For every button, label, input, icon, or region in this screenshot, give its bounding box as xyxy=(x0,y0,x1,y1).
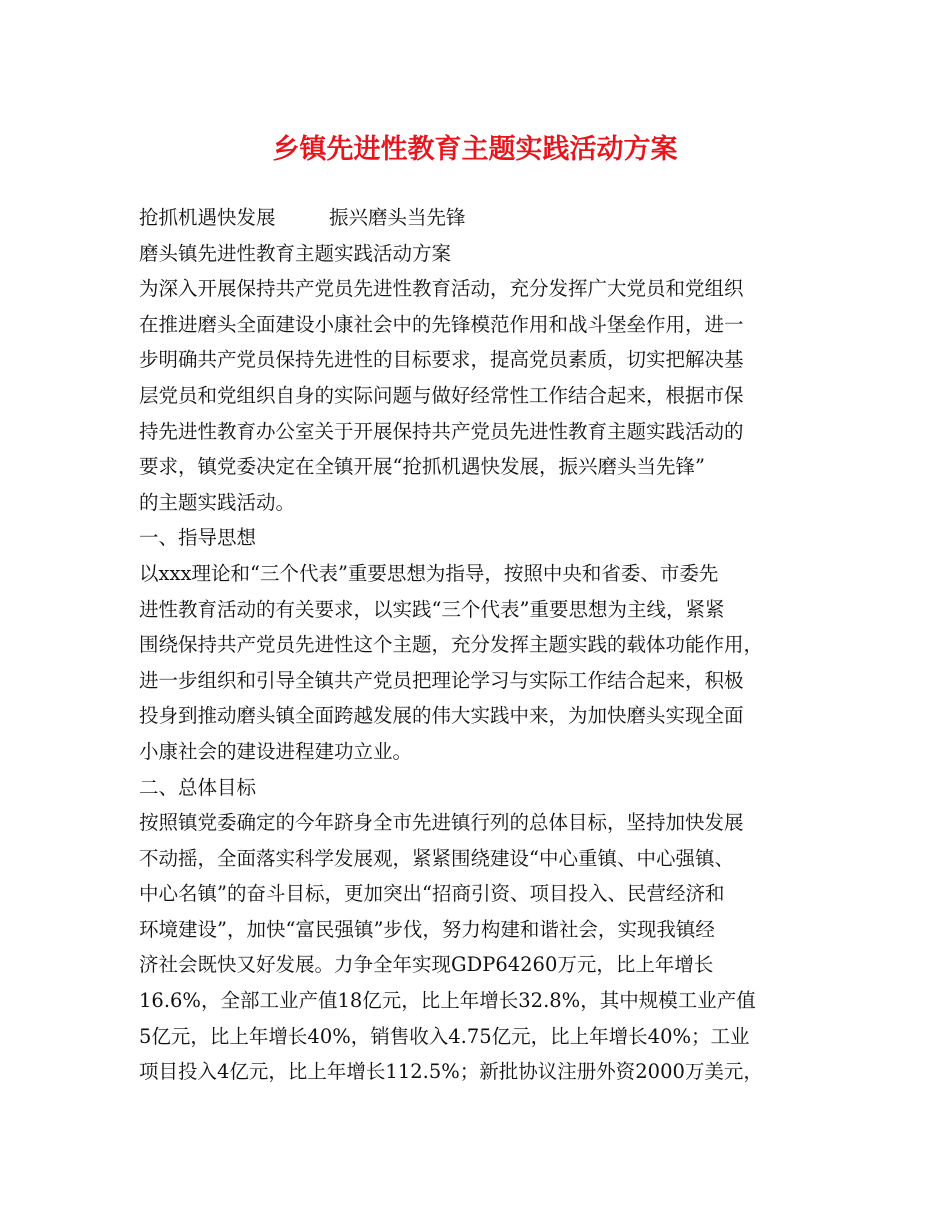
document-body xyxy=(139,200,829,1090)
paragraph-line: 的主题实践活动。 xyxy=(139,490,296,514)
paragraph-line: 以xxx理论和“三个代表”重要思想为指导，按照中央和省委、市委先 xyxy=(139,561,719,585)
paragraph-line: 济社会既快又好发展。力争全年实现GDP64260万元，比上年增长 xyxy=(139,953,714,977)
paragraph-line: 进一步组织和引导全镇共产党员把理论学习与实际工作结合起来，积极 xyxy=(139,668,744,692)
paragraph-line: 投身到推动磨头镇全面跨越发展的伟大实践中来，为加快磨头实现全面 xyxy=(139,704,744,728)
document-title: 乡镇先进性教育主题实践活动方案 xyxy=(272,134,678,165)
paragraph-line: 环境建设”，加快“富民强镇”步伐，努力构建和谐社会，实现我镇经 xyxy=(139,917,715,941)
paragraph-line: 不动摇，全面落实科学发展观，紧紧围绕建设“中心重镇、中心强镇、 xyxy=(139,846,734,870)
paragraph-line: 为深入开展保持共产党员先进性教育活动，充分发挥广大党员和党组织 xyxy=(139,277,744,301)
section-heading: 一、指导思想 xyxy=(139,526,257,550)
paragraph-line: 持先进性教育办公室关于开展保持共产党员先进性教育主题实践活动的 xyxy=(139,419,744,443)
paragraph-line: 要求，镇党委决定在全镇开展“抢抓机遇快发展，振兴磨头当先锋” xyxy=(139,455,705,479)
paragraph-line: 5亿元，比上年增长40%，销售收入4.75亿元，比上年增长40%；工业 xyxy=(139,1024,750,1048)
paragraph-line: 项目投入4亿元，比上年增长112.5%；新批协议注册外资2000万美元， xyxy=(139,1060,763,1084)
subtitle-line xyxy=(139,200,829,236)
paragraph-line: 围绕保持共产党员先进性这个主题，充分发挥主题实践的载体功能作用， xyxy=(139,633,764,657)
paragraph-line: 磨头镇先进性教育主题实践活动方案 xyxy=(139,241,452,265)
paragraph-line: 层党员和党组织自身的实际问题与做好经常性工作结合起来，根据市保 xyxy=(139,383,744,407)
paragraph-line: 中心名镇”的奋斗目标，更加突出“招商引资、项目投入、民营经济和 xyxy=(139,882,725,906)
paragraph-line: 按照镇党委确定的今年跻身全市先进镇行列的总体目标，坚持加快发展 xyxy=(139,811,744,835)
paragraph-line: 进性教育活动的有关要求，以实践“三个代表”重要思想为主线，紧紧 xyxy=(139,597,725,621)
paragraph-line: 在推进磨头全面建设小康社会中的先锋模范作用和战斗堡垒作用，进一 xyxy=(139,312,744,336)
subtitle-right: 振兴磨头当先锋 xyxy=(329,206,466,229)
subtitle-left: 抢抓机遇快发展 xyxy=(139,206,276,229)
paragraph-line: 步明确共产党员保持先进性的目标要求，提高党员素质，切实把解决基 xyxy=(139,348,744,372)
section-heading: 二、总体目标 xyxy=(139,775,257,799)
paragraph-line: 小康社会的建设进程建功立业。 xyxy=(139,739,413,763)
paragraph-line: 16.6%，全部工业产值18亿元，比上年增长32.8%，其中规模工业产值 xyxy=(139,989,756,1013)
